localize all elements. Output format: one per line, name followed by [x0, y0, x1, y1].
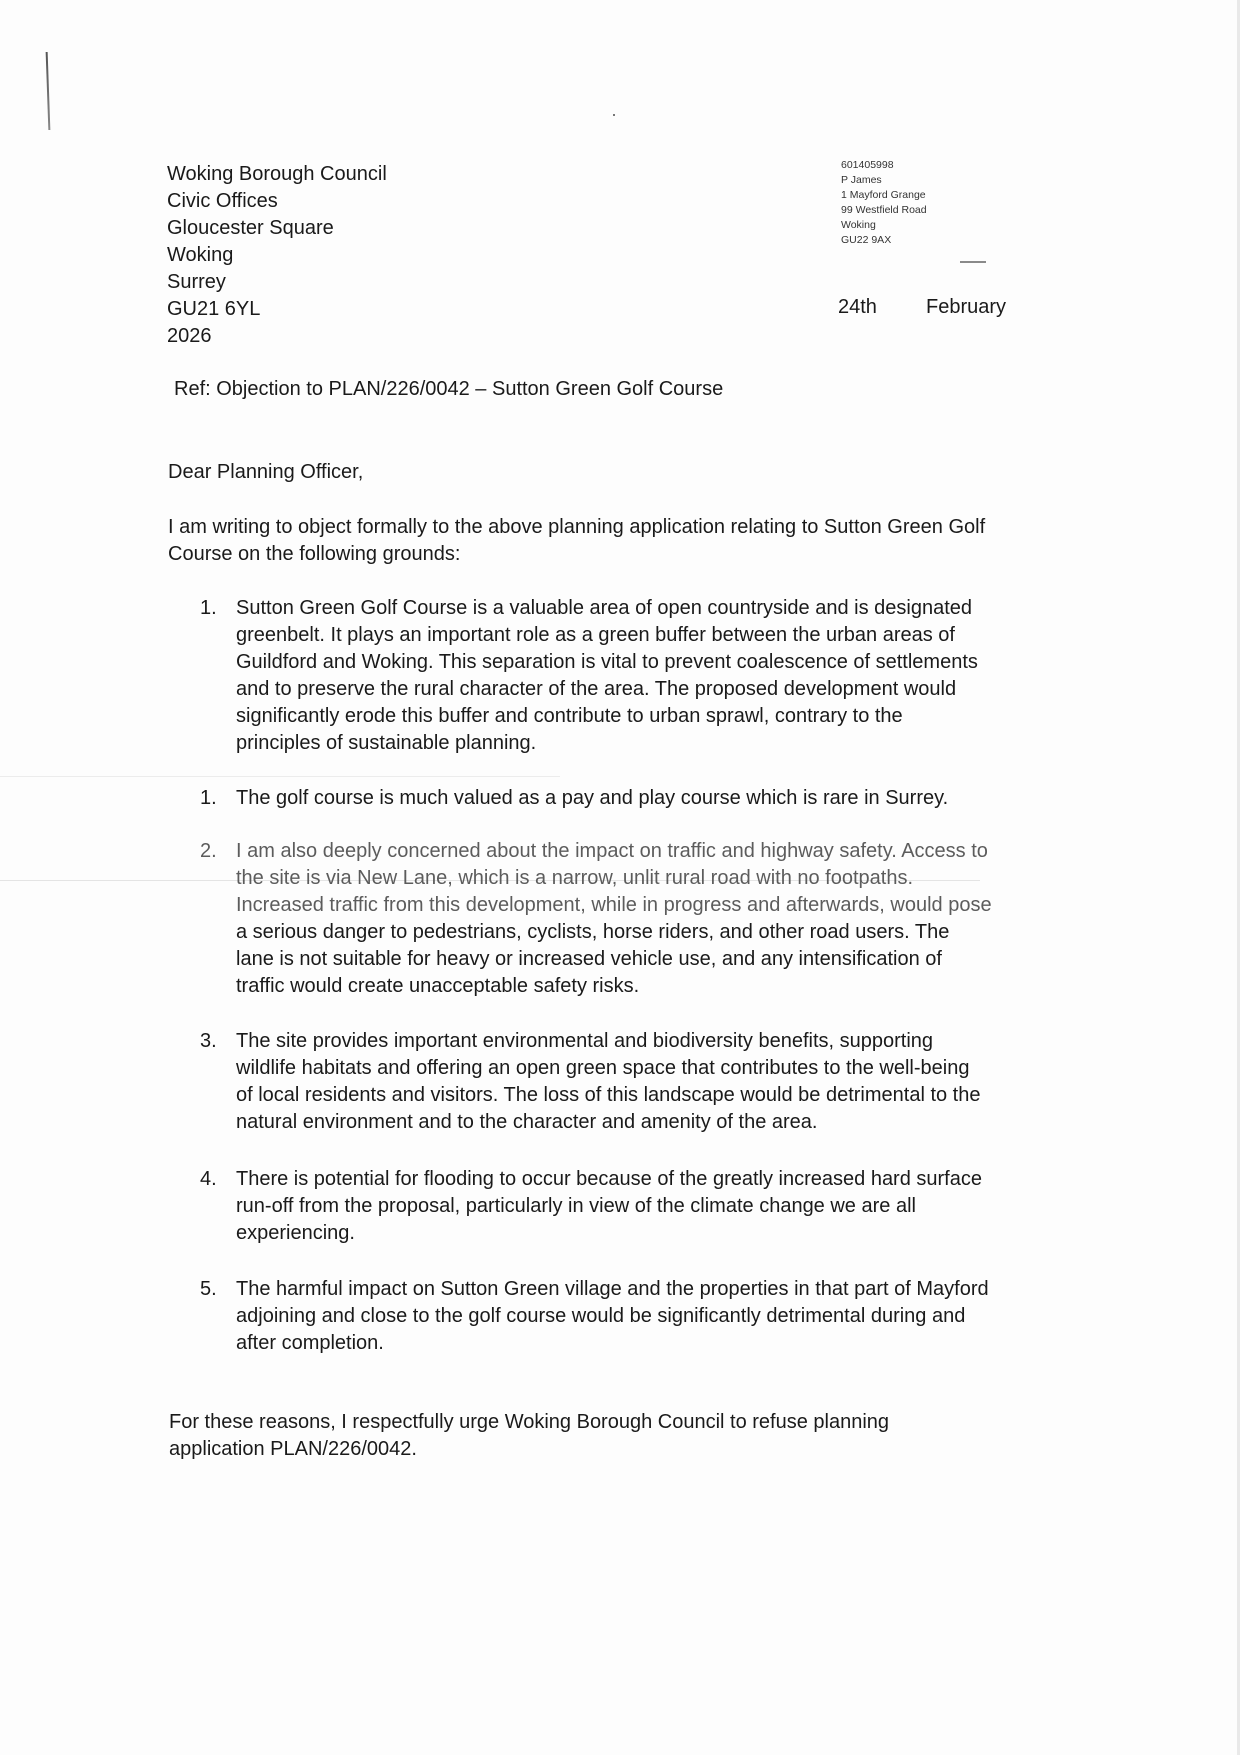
recipient-line: Woking Borough Council — [167, 163, 387, 185]
recipient-line: Civic Offices — [167, 190, 278, 212]
scan-artifact-dot — [613, 114, 615, 116]
point-number: 1. — [200, 597, 217, 619]
closing-line: For these reasons, I respectfully urge Woking Borough Council to refuse planning — [169, 1411, 890, 1433]
sender-line: 601405998 — [841, 159, 894, 171]
recipient-line: 2026 — [167, 325, 212, 347]
point-number: 3. — [200, 1030, 217, 1052]
reference-line: Ref: Objection to PLAN/226/0042 – Sutton Green Golf Course — [174, 378, 724, 400]
recipient-line: Surrey — [167, 271, 226, 293]
scan-artifact-line — [0, 776, 560, 777]
point-line: adjoining and close to the golf course would be significantly detrimental during and — [236, 1305, 966, 1327]
point-line: traffic would create unacceptable safety risks. — [236, 975, 640, 997]
date-month: February — [926, 296, 1007, 318]
point-number: 1. — [200, 787, 217, 809]
point-line: after completion. — [236, 1332, 384, 1354]
objection-point — [200, 595, 1020, 757]
objection-point — [200, 1166, 1020, 1247]
point-line: lane is not suitable for heavy or increased vehicle use, and any intensification of — [236, 948, 942, 970]
recipient-address — [167, 161, 387, 350]
sender-line: Woking — [841, 219, 876, 231]
point-line: wildlife habitats and offering an open green space that contributes to the well-being — [236, 1057, 970, 1079]
point-line: a serious danger to pedestrians, cyclists, horse riders, and other road users. The — [236, 921, 950, 943]
recipient-line: GU21 6YL — [167, 298, 261, 320]
point-line: significantly erode this buffer and contribute to urban sprawl, contrary to the — [236, 705, 903, 727]
point-line: greenbelt. It plays an important role as a green buffer between the urban areas of — [236, 624, 955, 646]
point-line: I am also deeply concerned about the impact on traffic and highway safety. Access to — [236, 840, 988, 862]
objection-point — [200, 785, 1020, 812]
objection-point — [200, 838, 1020, 1000]
point-line: principles of sustainable planning. — [236, 732, 537, 754]
point-line: run-off from the proposal, particularly in view of the climate change we are all — [236, 1195, 916, 1217]
point-number: 2. — [200, 840, 217, 862]
sender-line: 99 Westfield Road — [841, 204, 927, 216]
intro-line: Course on the following grounds: — [168, 543, 461, 565]
intro-paragraph — [168, 514, 1028, 568]
scan-artifact-mark — [46, 52, 51, 130]
point-line: The golf course is much valued as a pay and play course which is rare in Surrey. — [236, 787, 949, 809]
date-day: 24th — [838, 296, 877, 318]
sender-line: 1 Mayford Grange — [841, 189, 926, 201]
intro-line: I am writing to object formally to the above planning application relating to Sutton Green Golf — [168, 516, 986, 538]
point-line: The harmful impact on Sutton Green village and the properties in that part of Mayford — [236, 1278, 989, 1300]
point-line: The site provides important environmental and biodiversity benefits, supporting — [236, 1030, 934, 1052]
point-number: 5. — [200, 1278, 217, 1300]
point-line: of local residents and visitors. The loss of this landscape would be detrimental to the — [236, 1084, 981, 1106]
recipient-line: Gloucester Square — [167, 217, 334, 239]
point-number: 4. — [200, 1168, 217, 1190]
sender-line: P James — [841, 174, 882, 186]
point-line: Guildford and Woking. This separation is vital to prevent coalescence of settlements — [236, 651, 978, 673]
salutation: Dear Planning Officer, — [168, 461, 364, 483]
recipient-line: Woking — [167, 244, 234, 266]
objection-point — [200, 1028, 1020, 1136]
closing-line: application PLAN/226/0042. — [169, 1438, 417, 1460]
point-line: There is potential for flooding to occur because of the greatly increased hard surface — [236, 1168, 982, 1190]
point-line: the site is via New Lane, which is a narrow, unlit rural road with no footpaths. — [236, 867, 914, 889]
scan-artifact-smudge — [960, 261, 986, 263]
point-line: Increased traffic from this development, while in progress and afterwards, would pose — [236, 894, 992, 916]
point-line: experiencing. — [236, 1222, 355, 1244]
objection-point — [200, 1276, 1020, 1357]
closing-paragraph — [169, 1409, 889, 1463]
point-line: Sutton Green Golf Course is a valuable area of open countryside and is designated — [236, 597, 973, 619]
sender-line: GU22 9AX — [841, 234, 892, 246]
point-line: and to preserve the rural character of the area. The proposed development would — [236, 678, 957, 700]
sender-address — [841, 158, 927, 248]
point-line: natural environment and to the character and amenity of the area. — [236, 1111, 818, 1133]
